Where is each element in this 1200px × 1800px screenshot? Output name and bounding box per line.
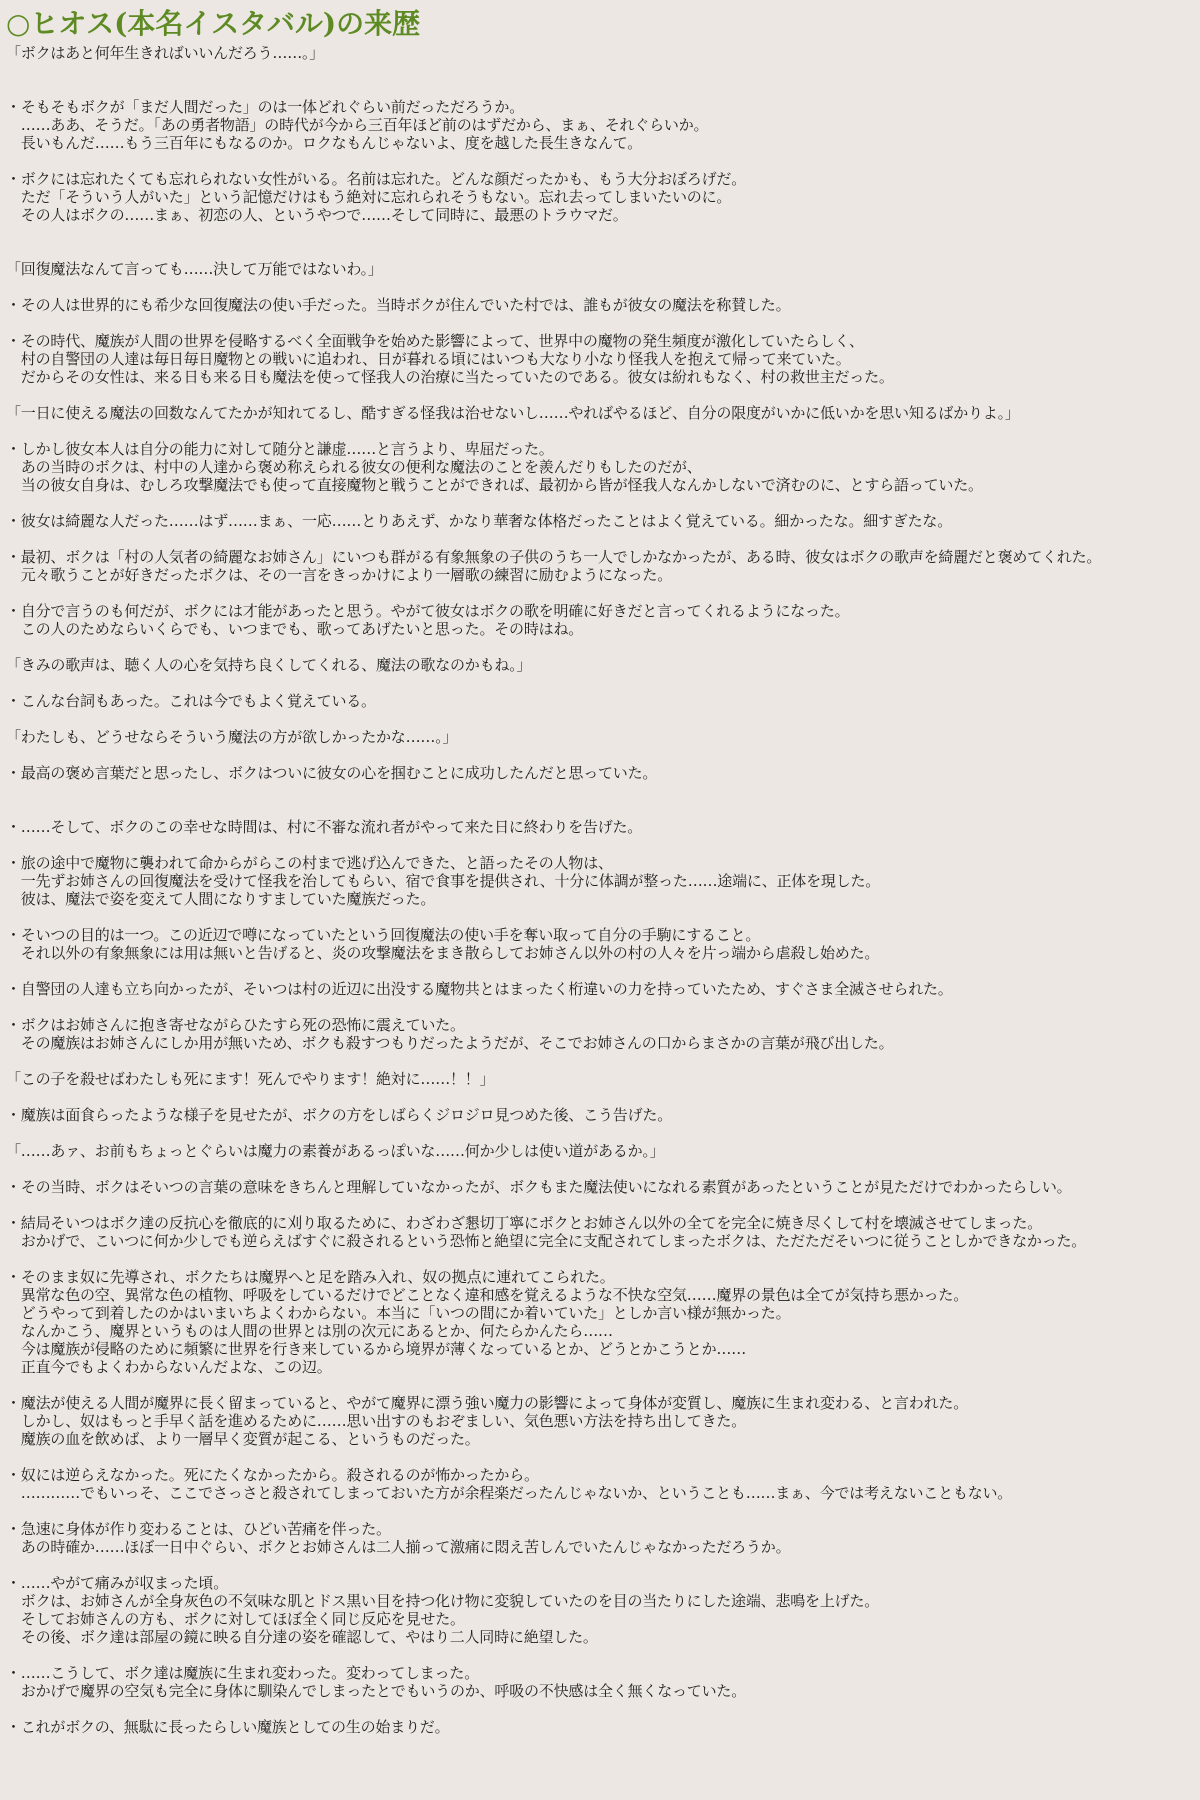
paragraph (6, 764, 1200, 782)
text-line: 当の彼女自身は、むしろ攻撃魔法でも使って直接魔物と戦うことができれば、最初から皆が怪我人なんかしないで済むのに、とすら語っていた。 (6, 476, 983, 494)
paragraph (6, 440, 1200, 494)
paragraph-spacer (6, 1646, 1200, 1664)
text-line: ・ボクはお姉さんに抱き寄せながらひたすら死の恐怖に震えていた。 (6, 1016, 465, 1034)
text-line: ・こんな台詞もあった。これは今でもよく覚えている。 (6, 692, 376, 710)
paragraph (6, 980, 1200, 998)
paragraph (6, 512, 1200, 530)
paragraph-spacer (6, 1502, 1200, 1520)
paragraph-spacer (6, 1376, 1200, 1394)
paragraph (6, 926, 1200, 962)
text-line: ・自分で言うのも何だが、ボクには才能があったと思う。やがて彼女はボクの歌を明確に好きだと言ってくれるようになった。 (6, 602, 850, 620)
paragraph-spacer (6, 62, 1200, 98)
text-line: ・これがボクの、無駄に長ったらしい魔族としての生の始まりだ。 (6, 1718, 450, 1736)
paragraph-spacer (6, 710, 1200, 728)
text-line: ・しかし彼女本人は自分の能力に対して随分と謙虚……と言うより、卑屈だった。 (6, 440, 554, 458)
paragraph-spacer (6, 908, 1200, 926)
text-line: 異常な色の空、異常な色の植物、呼吸をしているだけでどことなく違和感を覚えるような不快な空気……魔界の景色は全てが気持ち悪かった。 (6, 1286, 969, 1304)
text-line: 「わたしも、どうせならそういう魔法の方が欲しかったかな……。」 (6, 728, 458, 746)
text-line: ・そもそもボクが「まだ人間だった」のは一体どれぐらい前だっただろうか。 (6, 98, 525, 116)
paragraph (6, 854, 1200, 908)
paragraph-spacer (6, 1160, 1200, 1178)
text-line: ・最初、ボクは「村の人気者の綺麗なお姉さん」にいつも群がる有象無象の子供のうち一人でしかなかったが、ある時、彼女はボクの歌声を綺麗だと褒めてくれた。 (6, 548, 1102, 566)
text-line: あの当時のボクは、村中の人達から褒め称えられる彼女の便利な魔法のことを羨んだりもしたのだが、 (6, 458, 702, 476)
paragraph (6, 170, 1200, 224)
text-line: 今は魔族が侵略のために頻繁に世界を行き来しているから境界が薄くなっているとか、どうとかこうとか…… (6, 1340, 747, 1358)
text-line: ・……やがて痛みが収まった頃。 (6, 1574, 229, 1592)
text-line: 正直今でもよくわからないんだよな、この辺。 (6, 1358, 332, 1376)
paragraph-spacer (6, 674, 1200, 692)
text-line: ……ああ、そうだ。「あの勇者物語」の時代が今から三百年ほど前のはずだから、まぁ、それぐらいか。 (6, 116, 709, 134)
paragraph (6, 1718, 1200, 1736)
paragraph-spacer (6, 422, 1200, 440)
text-line: ・魔法が使える人間が魔界に長く留まっていると、やがて魔界に漂う強い魔力の影響によって身体が変質し、魔族に生まれ変わる、と言われた。 (6, 1394, 969, 1412)
paragraph (6, 1520, 1200, 1556)
text-line: おかげで、こいつに何か少しでも逆らえばすぐに殺されるという恐怖と絶望に完全に支配されてしまったボクは、ただただそいつに従うことしかできなかった。 (6, 1232, 1087, 1250)
paragraph (6, 656, 1200, 674)
paragraph-spacer (6, 584, 1200, 602)
paragraph-spacer (6, 530, 1200, 548)
paragraph (6, 728, 1200, 746)
paragraph-spacer (6, 998, 1200, 1016)
paragraph (6, 1016, 1200, 1052)
text-line: ・……そして、ボクのこの幸せな時間は、村に不審な流れ者がやって来た日に終わりを告げた。 (6, 818, 643, 836)
paragraph-spacer (6, 1052, 1200, 1070)
text-line: 元々歌うことが好きだったボクは、その一言をきっかけにより一層歌の練習に励むようになった。 (6, 566, 673, 584)
text-line: 「回復魔法なんて言っても……決して万能ではないわ。」 (6, 260, 383, 278)
paragraph (6, 332, 1200, 386)
paragraph (6, 1070, 1200, 1088)
paragraph-spacer (6, 314, 1200, 332)
text-line: ・自警団の人達も立ち向かったが、そいつは村の近辺に出没する魔物共とはまったく桁違いの力を持っていたため、すぐさま全滅させられた。 (6, 980, 953, 998)
text-line: 彼は、魔法で姿を変えて人間になりすましていた魔族だった。 (6, 890, 436, 908)
paragraph-spacer (6, 1448, 1200, 1466)
paragraph-spacer (6, 638, 1200, 656)
text-line: ・その人は世界的にも希少な回復魔法の使い手だった。当時ボクが住んでいた村では、誰もが彼女の魔法を称賛した。 (6, 296, 791, 314)
text-line: ただ「そういう人がいた」という記憶だけはもう絶対に忘れられそうもない。忘れ去ってしまいたいのに。 (6, 188, 732, 206)
paragraph-spacer (6, 746, 1200, 764)
text-line: ・その時代、魔族が人間の世界を侵略するべく全面戦争を始めた影響によって、世界中の魔物の発生頻度が激化していたらしく、 (6, 332, 864, 350)
paragraph (6, 44, 1200, 62)
text-line: ・ボクには忘れたくても忘れられない女性がいる。名前は忘れた。どんな顔だったかも、もう大分おぼろげだ。 (6, 170, 747, 188)
text-line: 魔族の血を飲めば、より一層早く変質が起こる、というものだった。 (6, 1430, 480, 1448)
document-body (6, 44, 1200, 1736)
paragraph (6, 260, 1200, 278)
text-line: ・そいつの目的は一つ。この近辺で噂になっていたという回復魔法の使い手を奪い取って自分の手駒にすること。 (6, 926, 761, 944)
text-line: この人のためならいくらでも、いつまでも、歌ってあげたいと思った。その時はね。 (6, 620, 584, 638)
text-line: ・彼女は綺麗な人だった……はず……まぁ、一応……とりあえず、かなり華奢な体格だったことはよく覚えている。細かったな。細すぎたな。 (6, 512, 953, 530)
paragraph (6, 98, 1200, 152)
paragraph (6, 1178, 1200, 1196)
text-line: ボクは、お姉さんが全身灰色の不気味な肌とドス黒い目を持つ化け物に変貌していたのを目の当たりにした途端、悲鳴を上げた。 (6, 1592, 880, 1610)
text-line: ・旅の途中で魔物に襲われて命からがらこの村まで逃げ込んできた、と語ったその人物は、 (6, 854, 613, 872)
paragraph-spacer (6, 1556, 1200, 1574)
text-line: だからその女性は、来る日も来る日も魔法を使って怪我人の治療に当たっていたのである。彼女は紛れもなく、村の救世主だった。 (6, 368, 894, 386)
text-line: ・そのまま奴に先導され、ボクたちは魔界へと足を踏み入れ、奴の拠点に連れてこられた。 (6, 1268, 615, 1286)
text-line: その後、ボク達は部屋の鏡に映る自分達の姿を確認して、やはり二人同時に絶望した。 (6, 1628, 598, 1646)
paragraph (6, 692, 1200, 710)
paragraph-spacer (6, 836, 1200, 854)
paragraph-spacer (6, 152, 1200, 170)
paragraph-spacer (6, 386, 1200, 404)
text-line: 「きみの歌声は、聴く人の心を気持ち良くしてくれる、魔法の歌なのかもね。」 (6, 656, 532, 674)
paragraph (6, 1106, 1200, 1124)
text-line: おかげで魔界の空気も完全に身体に馴染んでしまったとでもいうのか、呼吸の不快感は全く無くなっていた。 (6, 1682, 747, 1700)
paragraph-spacer (6, 1124, 1200, 1142)
text-line: あの時確か……ほぼ一日中ぐらい、ボクとお姉さんは二人揃って激痛に悶え苦しんでいたんじゃなかっただろうか。 (6, 1538, 791, 1556)
text-line: なんかこう、魔界というものは人間の世界とは別の次元にあるとか、何たらかんたら…… (6, 1322, 613, 1340)
text-line: その人はボクの……まぁ、初恋の人、というやつで……そして同時に、最悪のトラウマだ。 (6, 206, 628, 224)
paragraph-spacer (6, 278, 1200, 296)
paragraph-spacer (6, 1088, 1200, 1106)
paragraph-spacer (6, 1250, 1200, 1268)
paragraph (6, 1268, 1200, 1376)
text-line: 「一日に使える魔法の回数なんてたかが知れてるし、酷すぎる怪我は治せないし……やればやるほど、自分の限度がいかに低いかを思い知るばかりよ。」 (6, 404, 1020, 422)
text-line: それ以外の有象無象には用は無いと告げると、炎の攻撃魔法をまき散らしてお姉さん以外の村の人々を片っ端から虐殺し始めた。 (6, 944, 880, 962)
paragraph (6, 1664, 1200, 1700)
paragraph (6, 818, 1200, 836)
paragraph-spacer (6, 962, 1200, 980)
paragraph (6, 404, 1200, 422)
text-line: 村の自警団の人達は毎日毎日魔物との戦いに追われ、日が暮れる頃にはいつも大なり小なり怪我人を抱えて帰って来ていた。 (6, 350, 851, 368)
text-line: ・奴には逆らえなかった。死にたくなかったから。殺されるのが怖かったから。 (6, 1466, 539, 1484)
page-title: ○ヒオス(本名イスタバル)の来歴 (6, 7, 421, 40)
paragraph (6, 1466, 1200, 1502)
paragraph-spacer (6, 224, 1200, 260)
paragraph-spacer (6, 1700, 1200, 1718)
text-line: 長いもんだ……もう三百年にもなるのか。ロクなもんじゃないよ、度を越した長生きなんて。 (6, 134, 643, 152)
paragraph (6, 1214, 1200, 1250)
paragraph (6, 1574, 1200, 1646)
text-line: ・……こうして、ボク達は魔族に生まれ変わった。変わってしまった。 (6, 1664, 480, 1682)
text-line: 「この子を殺せばわたしも死にます！死んでやります！絶対に……！！」 (6, 1070, 495, 1088)
paragraph (6, 548, 1200, 584)
text-line: どうやって到着したのかはいまいちよくわからない。本当に「いつの間にか着いていた」としか言い様が無かった。 (6, 1304, 791, 1322)
text-line: ・魔族は面食らったような様子を見せたが、ボクの方をしばらくジロジロ見つめた後、こう告げた。 (6, 1106, 673, 1124)
text-line: 一先ずお姉さんの回復魔法を受けて怪我を治してもらい、宿で食事を提供され、十分に体調が整った……途端に、正体を現した。 (6, 872, 881, 890)
text-line: ・最高の褒め言葉だと思ったし、ボクはついに彼女の心を掴むことに成功したんだと思っていた。 (6, 764, 658, 782)
text-line: ・結局そいつはボク達の反抗心を徹底的に刈り取るために、わざわざ懇切丁寧にボクとお姉さん以外の全てを完全に焼き尽くして村を壊滅させてしまった。 (6, 1214, 1043, 1232)
text-line: しかし、奴はもっと手早く話を進めるために……思い出すのもおぞましい、気色悪い方法を持ち出してきた。 (6, 1412, 747, 1430)
paragraph-spacer (6, 782, 1200, 818)
paragraph-spacer (6, 1196, 1200, 1214)
paragraph (6, 602, 1200, 638)
text-line: ・急速に身体が作り変わることは、ひどい苦痛を伴った。 (6, 1520, 391, 1538)
text-line: 「ボクはあと何年生きればいいんだろう……。」 (6, 44, 325, 62)
text-line: そしてお姉さんの方も、ボクに対してほぼ全く同じ反応を見せた。 (6, 1610, 465, 1628)
text-line: 「……あァ、お前もちょっとぐらいは魔力の素養があるっぽいな……何か少しは使い道があるか。」 (6, 1142, 665, 1160)
paragraph (6, 1142, 1200, 1160)
paragraph (6, 296, 1200, 314)
text-line: その魔族はお姉さんにしか用が無いため、ボクも殺すつもりだったようだが、そこでお姉さんの口からまさかの言葉が飛び出した。 (6, 1034, 894, 1052)
text-line: …………でもいっそ、ここでさっさと殺されてしまっておいた方が余程楽だったんじゃないか、ということも……まぁ、今では考えないこともない。 (6, 1484, 1013, 1502)
paragraph (6, 1394, 1200, 1448)
paragraph-spacer (6, 494, 1200, 512)
text-line: ・その当時、ボクはそいつの言葉の意味をきちんと理解していなかったが、ボクもまた魔法使いになれる素質があったということが見ただけでわかったらしい。 (6, 1178, 1072, 1196)
